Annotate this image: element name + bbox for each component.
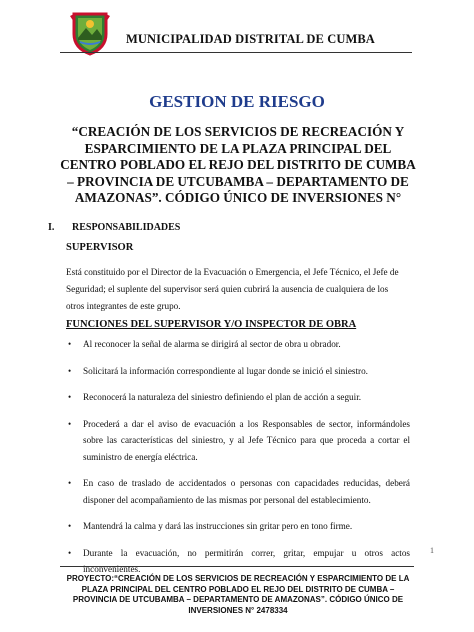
supervisor-label: SUPERVISOR — [66, 242, 134, 253]
section-number: I. — [48, 222, 55, 233]
list-item — [66, 518, 410, 535]
list-item — [66, 416, 410, 466]
list-item — [66, 389, 410, 406]
functions-heading: FUNCIONES DEL SUPERVISOR Y/O INSPECTOR DE OBRA — [66, 319, 357, 330]
list-item-text: Mantendrá la calma y dará las instrucciones sin gritar pero en tono firme. — [83, 521, 353, 531]
functions-list — [66, 336, 410, 588]
bullet-icon: • — [68, 418, 72, 429]
section-title: RESPONSABILIDADES — [72, 222, 181, 233]
bullet-icon: • — [68, 339, 72, 349]
list-item — [66, 336, 410, 353]
list-item-text: En caso de traslado de accidentados o personas con capacidades reducidas, deberá disponer del acompañamiento de las mismas por personal del establecimiento. — [83, 478, 410, 505]
section-heading — [48, 222, 180, 233]
header-divider — [60, 52, 412, 53]
list-item-text: Reconocerá la naturaleza del siniestro definiendo el plan de acción a seguir. — [83, 392, 362, 402]
page-number: 1 — [430, 546, 434, 555]
municipal-shield-logo-icon — [66, 8, 114, 56]
footer-divider — [60, 566, 414, 567]
list-item — [66, 545, 410, 578]
bullet-icon: • — [68, 547, 72, 558]
header-title: MUNICIPALIDAD DISTRITAL DE CUMBA — [126, 32, 375, 46]
bullet-icon: • — [68, 478, 72, 488]
list-item — [66, 363, 410, 380]
bullet-icon: • — [68, 392, 72, 402]
page-footer: PROYECTO:“CREACIÓN DE LOS SERVICIOS DE RECREACIÓN Y ESPARCIMIENTO DE LA PLAZA PRINCIPAL DEL CENTRO POBLADO EL REJO DEL DISTRITO DE CUMBA – PROVINCIA DE UTCUBAMBA – DEPARTAMENTO DE AMAZONAS”. CÓDIGO ÚNICO DE INVERSIONES N° 2478334 — [66, 574, 410, 615]
list-item-text: Durante la evacuación, no permitirán correr, gritar, empujar u otros actos inconvenientes. — [83, 547, 410, 574]
bullet-icon: • — [68, 521, 72, 531]
list-item-text: Procederá a dar el aviso de evacuación a los Responsables de sector, informándoles sobre las características del siniestro, y al Jefe Técnico para que proceda a cortar el suministro de energía eléctrica. — [83, 418, 410, 462]
list-item — [66, 475, 410, 508]
intro-paragraph: Está constituido por el Director de la Evacuación o Emergencia, el Jefe Técnico, el Jefe de Seguridad; el suplente del supervisor será quien cubrirá la ausencia de cualquiera de los otros integrantes de este grupo. — [66, 267, 399, 311]
list-item-text: Solicitará la información correspondiente al lugar donde se inició el siniestro. — [83, 365, 368, 376]
project-title: “CREACIÓN DE LOS SERVICIOS DE RECREACIÓN Y ESPARCIMIENTO DE LA PLAZA PRINCIPAL DEL CENTRO POBLADO EL REJO DEL DISTRITO DE CUMBA – PROVINCIA DE UTCUBAMBA – DEPARTAMENTO DE AMAZONAS”. CÓDIGO ÚNICO DE INVERSIONES N° — [60, 124, 416, 205]
document-title: GESTION DE RIESGO — [149, 92, 325, 111]
list-item-text: Al reconocer la señal de alarma se dirigirá al sector de obra u obrador. — [83, 339, 341, 349]
page-header — [60, 6, 440, 58]
bullet-icon: • — [68, 365, 72, 376]
